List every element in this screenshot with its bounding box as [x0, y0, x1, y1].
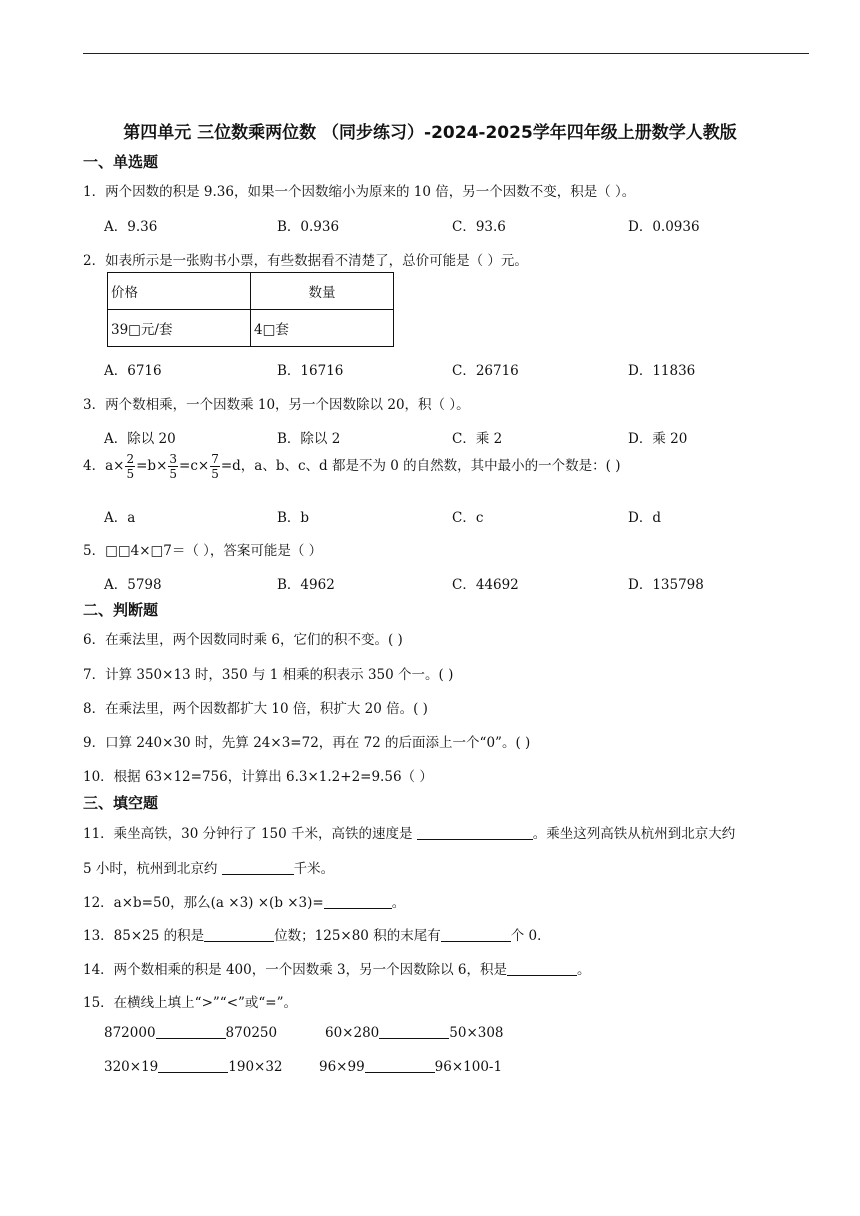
compare-left: 96×99: [319, 1059, 365, 1075]
question-15: 15．在横线上填上“>”“<”或“=”。: [83, 995, 298, 1011]
table-header-quantity: 数量: [251, 273, 394, 310]
compare-left: 60×280: [325, 1025, 380, 1041]
q5-option-a: A．5798: [104, 577, 162, 593]
fraction-numerator: 2: [126, 452, 135, 466]
answer-blank[interactable]: [441, 927, 511, 942]
fraction-2-5: [125, 452, 135, 481]
compare-left: 320×19: [104, 1059, 159, 1075]
compare-right: 870250: [225, 1025, 278, 1041]
q2-option-c: C．26716: [452, 363, 519, 379]
q13-text-2: 位数；125×80 积的末尾有: [274, 928, 441, 944]
q4-option-d: D．d: [628, 510, 661, 526]
question-5: 5．□□4×□7＝（ ），答案可能是（ ）: [83, 543, 323, 559]
fraction-denominator: 5: [169, 467, 178, 481]
answer-blank[interactable]: [365, 1058, 435, 1073]
page-title: 第四单元 三位数乘两位数 （同步练习）-2024-2025学年四年级上册数学人教版: [123, 123, 737, 143]
q1-option-b: B．0.936: [277, 219, 340, 235]
q12-text-1: 12．a×b=50，那么(a ×3) ×(b ×3)=: [83, 895, 324, 911]
table-header-price: 价格: [108, 273, 251, 310]
question-12: [83, 891, 405, 911]
answer-blank[interactable]: [156, 1024, 226, 1039]
receipt-table: [107, 272, 394, 347]
table-cell-price: 39□元/套: [108, 310, 251, 347]
q3-option-d: D．乘 20: [628, 431, 688, 447]
question-3: 3．两个数相乘，一个因数乘 10，另一个因数除以 20，积（ ）。: [83, 397, 470, 413]
header-rule: [83, 53, 809, 54]
q13-text-1: 13．85×25 的积是: [83, 928, 205, 944]
question-7: 7．计算 350×13 时，350 与 1 相乘的积表示 350 个一。( ): [83, 667, 454, 683]
table-cell-quantity: 4□套: [251, 310, 394, 347]
fraction-denominator: 5: [126, 467, 135, 481]
fraction-7-5: [210, 452, 220, 481]
fraction-denominator: 5: [211, 467, 219, 481]
q4-option-b: B．b: [277, 510, 310, 526]
question-8: 8．在乘法里，两个因数都扩大 10 倍，积扩大 20 倍。( ): [83, 701, 428, 717]
q1-option-c: C．93.6: [452, 219, 506, 235]
q3-option-c: C．乘 2: [452, 431, 503, 447]
q11-text-1: 11．乘坐高铁，30 分钟行了 150 千米，高铁的速度是: [83, 826, 417, 842]
question-14: [83, 958, 591, 978]
q4-part-3: =c×: [179, 458, 210, 474]
section-heading-single-choice: 一、单选题: [83, 153, 159, 171]
compare-right: 96×100-1: [434, 1059, 503, 1075]
q4-part-4: =d，a、b、c、d 都是不为 0 的自然数，其中最小的一个数是：( ): [220, 458, 621, 474]
q4-number: 4．: [83, 458, 106, 474]
q11-text-4: 千米。: [293, 861, 335, 877]
compare-left: 872000: [104, 1025, 156, 1041]
compare-right: 50×308: [449, 1025, 504, 1041]
q12-text-2: 。: [391, 895, 406, 911]
q3-option-b: B．除以 2: [277, 431, 341, 447]
q2-option-b: B．16716: [277, 363, 344, 379]
question-4: [83, 452, 620, 481]
answer-blank[interactable]: [222, 860, 294, 875]
section-heading-true-false: 二、判断题: [83, 601, 159, 619]
fraction-3-5: [168, 452, 178, 481]
q11-text-3: 5 小时，杭州到北京约: [83, 861, 222, 877]
question-10: 10．根据 63×12=756，计算出 6.3×1.2+2=9.56（ ）: [83, 769, 433, 785]
q4-part-2: =b×: [136, 458, 168, 474]
q2-option-a: A．6716: [104, 363, 162, 379]
compare-row-1b: [325, 1024, 504, 1041]
answer-blank[interactable]: [417, 825, 533, 840]
answer-blank[interactable]: [158, 1058, 228, 1073]
section-heading-fill-blank: 三、填空题: [83, 794, 159, 812]
compare-row-2a: [104, 1058, 283, 1075]
q14-text-1: 14．两个数相乘的积是 400，一个因数乘 3，另一个因数除以 6，积是: [83, 962, 507, 978]
q13-text-3: 个 0．: [510, 928, 551, 944]
q14-text-2: 。: [577, 962, 591, 978]
q4-option-a: A．a: [104, 510, 136, 526]
question-6: 6．在乘法里，两个因数同时乘 6，它们的积不变。( ): [83, 632, 403, 648]
q4-option-c: C．c: [452, 510, 484, 526]
fraction-numerator: 7: [211, 452, 219, 466]
compare-row-1a: [104, 1024, 277, 1041]
q1-option-d: D．0.0936: [628, 219, 700, 235]
question-2: 2．如表所示是一张购书小票，有些数据看不清楚了，总价可能是（ ）元。: [83, 253, 528, 269]
answer-blank[interactable]: [379, 1024, 449, 1039]
q5-option-b: B．4962: [277, 577, 335, 593]
answer-blank[interactable]: [324, 894, 392, 909]
q4-part-1: a×: [105, 458, 125, 474]
q3-option-a: A．除以 20: [104, 431, 176, 447]
question-13: [83, 924, 551, 944]
q11-text-2: 。乘坐这列高铁从杭州到北京大约: [532, 826, 736, 842]
compare-row-2b: [319, 1058, 502, 1075]
answer-blank[interactable]: [204, 927, 274, 942]
q5-option-c: C．44692: [452, 577, 519, 593]
question-11-line-1: [83, 822, 735, 842]
q1-option-a: A．9.36: [104, 219, 158, 235]
q2-option-d: D．11836: [628, 363, 696, 379]
question-9: 9．口算 240×30 时，先算 24×3=72，再在 72 的后面添上一个“0”。( ): [83, 735, 531, 751]
answer-blank[interactable]: [507, 961, 577, 976]
fraction-numerator: 3: [169, 452, 178, 466]
q5-option-d: D．135798: [628, 577, 704, 593]
compare-right: 190×32: [228, 1059, 283, 1075]
question-1: 1．两个因数的积是 9.36，如果一个因数缩小为原来的 10 倍，另一个因数不变，积是（ ）。: [83, 184, 636, 200]
question-11-line-2: [83, 857, 334, 877]
